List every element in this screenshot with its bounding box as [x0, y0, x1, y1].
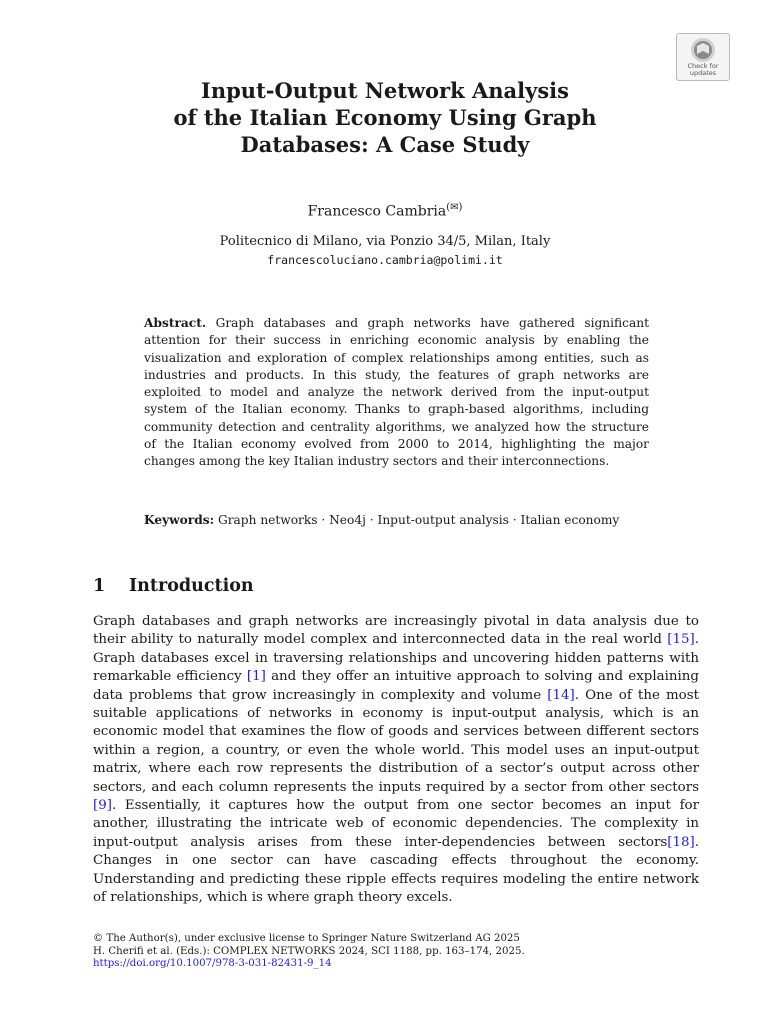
author-email[interactable]: francescoluciano.cambria@polimi.it	[267, 253, 503, 267]
body-text-segment: . Graph databases excel in traversing relationships and uncovering hidden patterns with remarkable efficiency	[93, 632, 699, 685]
envelope-icon: (✉)	[446, 202, 463, 213]
section-heading	[93, 574, 683, 598]
introduction-paragraph	[93, 613, 699, 908]
body-text-segment: . One of the most suitable applications of networks in economy is input-output analysis, which is an economic model that examines the flow of goods and services between different sectors within a region, a country, or even the whole world. This model uses an input-output matrix, where each row represents the distribution of a sector’s output across other sectors, and each column represents the inputs required by a sector from other sectors	[93, 687, 700, 795]
abstract-label: Abstract.	[144, 316, 207, 330]
body-text-segment: . Changes in one sector can have cascading effects throughout the economy. Understanding and predicting these ripple effects requires modeling the entire network of relationships, which is where graph theory excels.	[93, 834, 699, 906]
author-name: Francesco Cambria	[307, 203, 447, 220]
check-for-updates-badge[interactable]	[676, 33, 730, 81]
doi-link[interactable]: https://doi.org/10.1007/978-3-031-82431-9_14	[93, 958, 332, 970]
copyright-line: © The Author(s), under exclusive license to Springer Nature Switzerland AG 2025	[93, 933, 520, 944]
check-for-updates-label: Check for updates	[687, 62, 719, 77]
citation-link[interactable]: [15]	[667, 632, 695, 648]
citation-link[interactable]: [18]	[667, 834, 695, 850]
abstract-text: Graph databases and graph networks have gathered significant attention for their success in enriching economic analysis by enabling the visualization and exploration of complex relationships among entities, such as industries and products. In this study, the features of graph networks are exploited to model and analyze the network derived from the input-output system of the Italian economy. Thanks to graph-based algorithms, including community detection and centrality algorithms, we analyzed how the structure of the Italian economy evolved from 2000 to 2014, highlighting the major changes among the key Italian industry sectors and their interconnections.	[144, 316, 649, 469]
check-for-updates-icon	[690, 37, 716, 63]
citation-info-line: H. Cherifi et al. (Eds.): COMPLEX NETWORKS 2024, SCI 1188, pp. 163–174, 2025.	[93, 945, 525, 957]
citation-link[interactable]: [9]	[93, 798, 112, 814]
section-number: 1	[93, 576, 106, 596]
affiliation: Politecnico di Milano, via Ponzio 34/5, Milan, Italy	[219, 234, 551, 249]
author-line	[90, 199, 680, 221]
keywords-label: Keywords:	[144, 513, 215, 527]
keywords-text: Graph networks · Neo4j · Input-output analysis · Italian economy	[217, 513, 620, 527]
keywords	[144, 512, 649, 529]
section-title: Introduction	[129, 576, 254, 596]
body-text-segment: and they offer an intuitive approach to solving and explaining data problems that grow increasingly in complexity and volume	[93, 669, 699, 703]
body-text-segment: . Essentially, it captures how the output from one sector becomes an input for another, illustrating the intricate web of economic dependencies. The complexity in input-output analysis arises from these inter-dependencies between sectors	[93, 798, 699, 850]
citation-link[interactable]: [1]	[246, 669, 266, 685]
body-text-segment: Graph databases and graph networks are increasingly pivotal in data analysis due to their ability to naturally model complex and interconnected data in the real world	[93, 614, 699, 648]
citation-link[interactable]: [14]	[547, 687, 575, 703]
paper-title: Input-Output Network Analysis of the Italian Economy Using Graph Databases: A Case Study	[173, 78, 597, 157]
copyright-footnote	[93, 933, 699, 971]
abstract	[144, 315, 649, 471]
